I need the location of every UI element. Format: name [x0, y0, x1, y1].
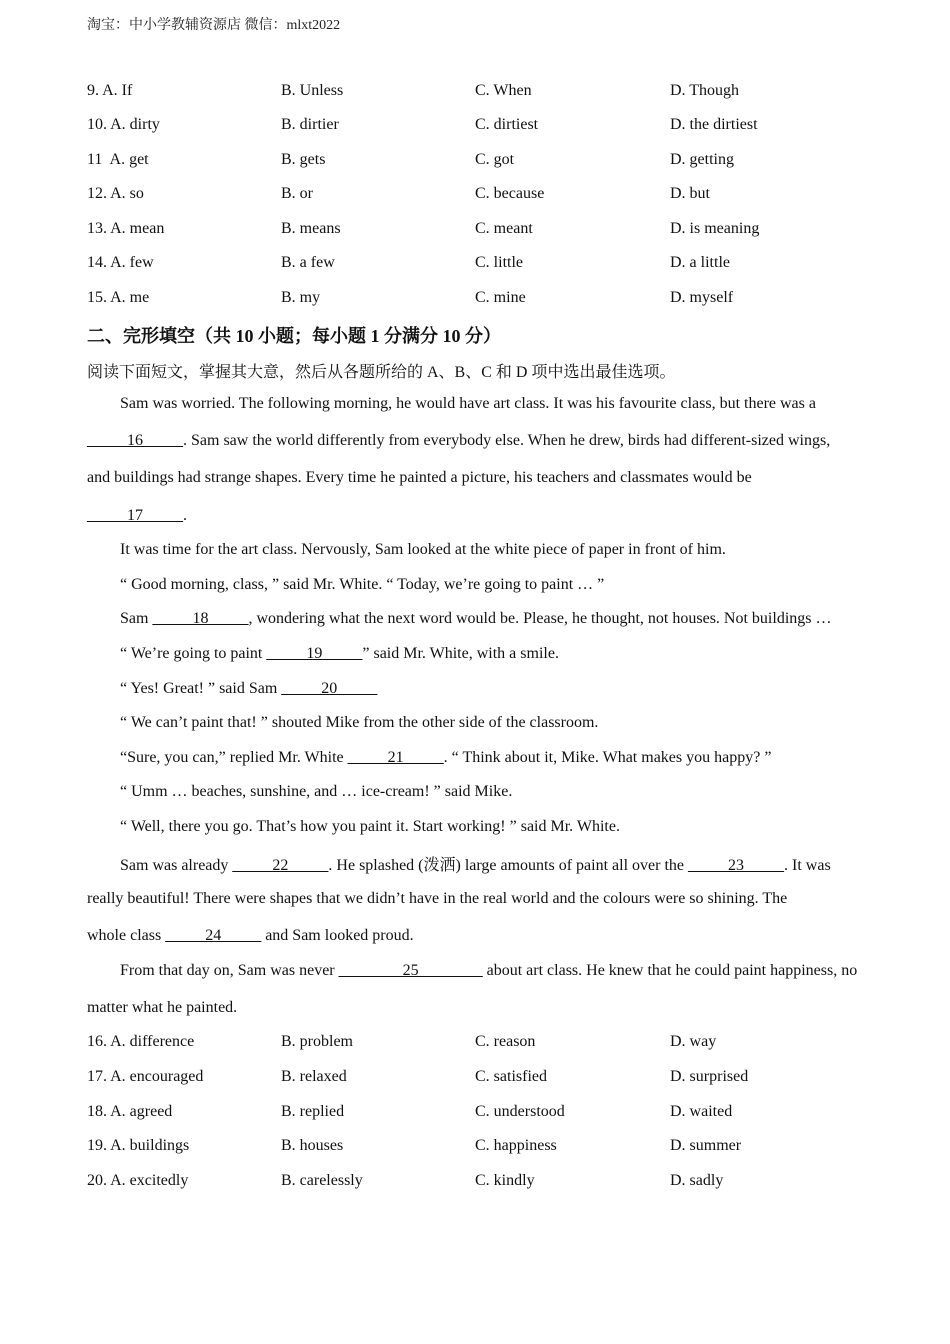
blank-16: _____16_____	[87, 432, 183, 449]
passage-line	[120, 645, 559, 663]
passage-line	[120, 749, 771, 767]
passage-line: really beautiful! There were shapes that we didn’t have in the real world and the colours were so shining. The	[87, 890, 788, 907]
option-c: C. happiness	[475, 1137, 557, 1154]
option-b: B. or	[281, 185, 313, 202]
option-c: C. dirtiest	[475, 116, 539, 133]
blank-18: _____18_____	[152, 610, 249, 627]
option-b: B. means	[281, 220, 341, 237]
option-b: B. dirtier	[281, 116, 339, 133]
passage-text: . It was	[784, 857, 831, 874]
option-b: B. replied	[281, 1103, 345, 1120]
option-d: D. summer	[670, 1137, 742, 1154]
option-b: B. a few	[281, 254, 335, 271]
option-a: 11 A. get	[87, 151, 149, 168]
option-d: D. surprised	[670, 1068, 749, 1085]
option-a: 17. A. encouraged	[87, 1068, 204, 1085]
blank-25: ________25________	[338, 962, 483, 979]
option-row	[87, 1033, 887, 1057]
option-d: D. the dirtiest	[670, 116, 758, 133]
option-b: B. my	[281, 289, 321, 306]
passage-line: “ Umm … beaches, sunshine, and … ice-cream! ” said Mike.	[120, 783, 513, 800]
option-row	[87, 1137, 887, 1161]
passage-line: and buildings had strange shapes. Every time he painted a picture, his teachers and classmates would be	[87, 469, 752, 486]
option-d: D. a little	[670, 254, 730, 271]
passage-line	[87, 432, 830, 450]
blank-20: _____20_____	[281, 680, 378, 697]
option-row	[87, 151, 887, 175]
passage-text: , wondering what the next word would be. Please, he thought, not houses. Not buildings …	[248, 610, 832, 627]
option-a: 13. A. mean	[87, 220, 165, 237]
passage-text: . He splashed (泼洒) large amounts of paint all over the	[328, 857, 689, 874]
option-a: 18. A. agreed	[87, 1103, 173, 1120]
blank-24: _____24_____	[165, 927, 262, 944]
option-row	[87, 116, 887, 140]
blank-23: _____23_____	[688, 857, 785, 874]
passage-line: matter what he painted.	[87, 999, 238, 1016]
section-instruction: 阅读下面短文，掌握其大意，然后从各题所给的 A、B、C 和 D 项中选出最佳选项。	[87, 364, 676, 381]
option-b: B. carelessly	[281, 1172, 363, 1189]
passage-line	[120, 610, 832, 628]
option-a: 9. A. If	[87, 82, 133, 99]
option-b: B. gets	[281, 151, 326, 168]
option-c: C. little	[475, 254, 523, 271]
passage-line: “ We can’t paint that! ” shouted Mike from the other side of the classroom.	[120, 714, 599, 731]
option-a: 16. A. difference	[87, 1033, 195, 1050]
option-b: B. houses	[281, 1137, 344, 1154]
option-c: C. meant	[475, 220, 533, 237]
passage-line	[120, 852, 831, 875]
passage-text: whole class	[87, 927, 166, 944]
passage-text: Sam	[120, 610, 153, 627]
passage-text: .	[183, 507, 187, 524]
option-row	[87, 289, 887, 313]
passage-text: Sam was already	[120, 857, 233, 874]
blank-17: _____17_____	[87, 507, 183, 524]
option-d: D. sadly	[670, 1172, 724, 1189]
passage-text: about art class. He knew that he could paint happiness, no	[482, 962, 858, 979]
passage-line	[87, 927, 414, 945]
option-c: C. because	[475, 185, 545, 202]
passage-line: Sam was worried. The following morning, he would have art class. It was his favourite class, but there was a	[120, 395, 816, 412]
option-d: D. way	[670, 1033, 717, 1050]
passage-line	[87, 507, 187, 525]
passage-text: and Sam looked proud.	[261, 927, 414, 944]
option-d: D. is meaning	[670, 220, 760, 237]
option-row	[87, 220, 887, 244]
passage-line: “ Well, there you go. That’s how you paint it. Start working! ” said Mr. White.	[120, 818, 620, 835]
blank-21: _____21_____	[347, 749, 444, 766]
passage-text: “ Yes! Great! ” said Sam	[120, 680, 282, 697]
option-a: 14. A. few	[87, 254, 154, 271]
blank-19: _____19_____	[266, 645, 363, 662]
passage-line	[120, 680, 377, 698]
option-b: B. relaxed	[281, 1068, 347, 1085]
option-row	[87, 185, 887, 209]
option-c: C. got	[475, 151, 515, 168]
option-b: B. Unless	[281, 82, 344, 99]
option-d: D. myself	[670, 289, 734, 306]
option-row	[87, 82, 887, 106]
option-c: C. kindly	[475, 1172, 535, 1189]
option-row	[87, 1068, 887, 1092]
section-title: 二、完形填空（共 10 小题；每小题 1 分满分 10 分）	[87, 326, 501, 346]
blank-22: _____22_____	[232, 857, 329, 874]
passage-line	[120, 962, 857, 980]
option-row	[87, 254, 887, 278]
option-c: C. mine	[475, 289, 526, 306]
option-b: B. problem	[281, 1033, 353, 1050]
option-c: C. satisfied	[475, 1068, 547, 1085]
option-a: 15. A. me	[87, 289, 150, 306]
passage-text: “Sure, you can,” replied Mr. White	[120, 749, 348, 766]
page-header: 淘宝：中小学教辅资源店 微信：mlxt2022	[87, 18, 341, 33]
option-a: 20. A. excitedly	[87, 1172, 189, 1189]
option-c: C. understood	[475, 1103, 565, 1120]
option-a: 10. A. dirty	[87, 116, 160, 133]
option-c: C. reason	[475, 1033, 536, 1050]
option-d: D. getting	[670, 151, 734, 168]
option-row	[87, 1172, 887, 1196]
option-d: D. waited	[670, 1103, 733, 1120]
passage-text: “ We’re going to paint	[120, 645, 267, 662]
option-d: D. but	[670, 185, 710, 202]
passage-text: ” said Mr. White, with a smile.	[362, 645, 559, 662]
passage-text: . “ Think about it, Mike. What makes you happy? ”	[443, 749, 772, 766]
passage-line: It was time for the art class. Nervously, Sam looked at the white piece of paper in front of him.	[120, 541, 726, 558]
option-a: 19. A. buildings	[87, 1137, 190, 1154]
option-a: 12. A. so	[87, 185, 144, 202]
passage-line: “ Good morning, class, ” said Mr. White. “ Today, we’re going to paint … ”	[120, 576, 605, 593]
passage-text: From that day on, Sam was never	[120, 962, 339, 979]
passage-text: . Sam saw the world differently from everybody else. When he drew, birds had different-sized wings,	[183, 432, 831, 449]
option-c: C. When	[475, 82, 532, 99]
option-row	[87, 1103, 887, 1127]
option-d: D. Though	[670, 82, 740, 99]
